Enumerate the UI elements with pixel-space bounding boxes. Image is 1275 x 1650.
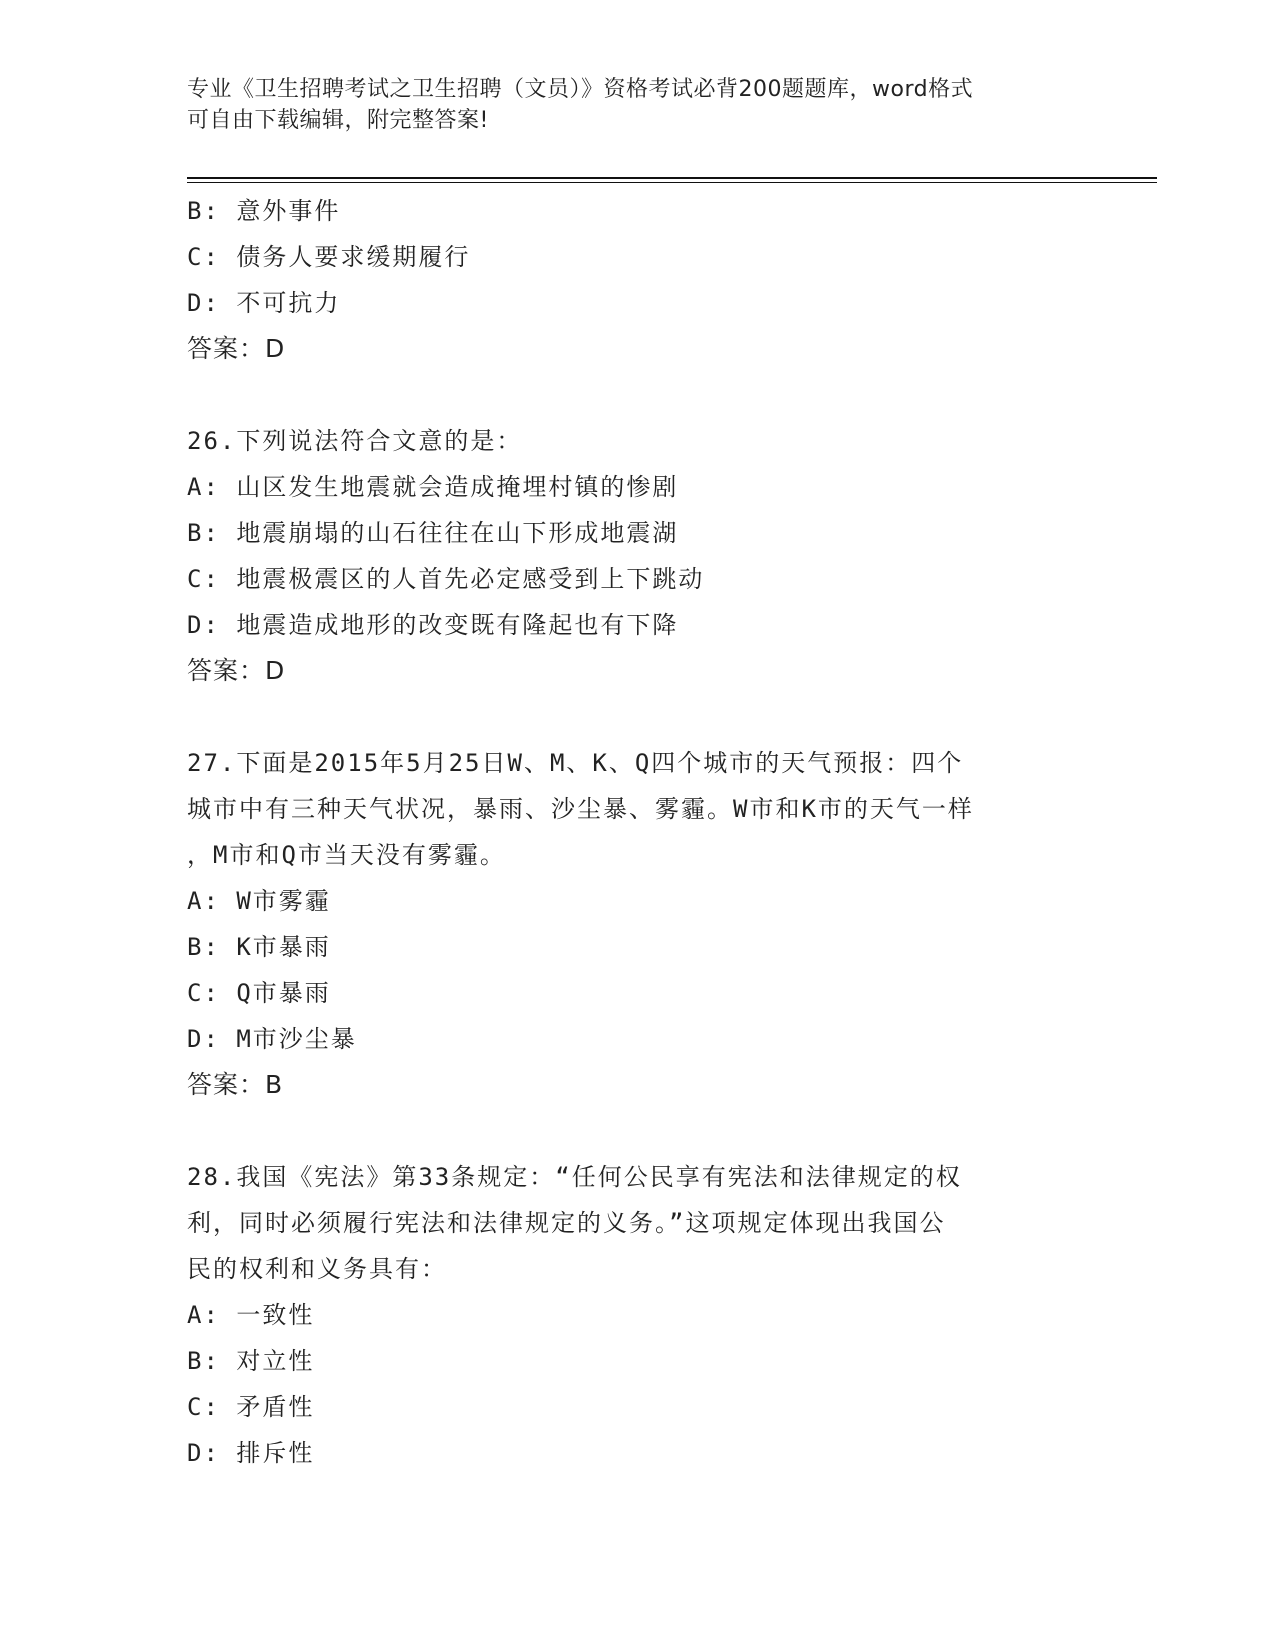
q26-option-c: C: 地震极震区的人首先必定感受到上下跳动: [187, 565, 705, 593]
question-25: [187, 188, 1087, 372]
q28-stem-line-2: 利，同时必须履行宪法和法律规定的义务。”这项规定体现出我国公: [187, 1209, 946, 1237]
q25-option-d: D: 不可抗力: [187, 289, 341, 317]
question-27: [187, 740, 1087, 1108]
q27-stem-line-2: 城市中有三种天气状况，暴雨、沙尘暴、雾霾。W市和K市的天气一样: [187, 795, 974, 823]
q25-answer: 答案：D: [187, 334, 286, 363]
q26-option-a: A: 山区发生地震就会造成掩埋村镇的惨剧: [187, 473, 679, 501]
q28-option-c: C: 矛盾性: [187, 1393, 315, 1421]
q25-option-b: B: 意外事件: [187, 197, 341, 225]
q28-option-d: D: 排斥性: [187, 1439, 315, 1467]
header-divider-thin: [187, 182, 1157, 183]
question-28: [187, 1154, 1087, 1476]
q27-option-a: A: W市雾霾: [187, 887, 331, 915]
question-list: [187, 188, 1087, 1476]
question-26: [187, 418, 1087, 694]
spacer: [187, 372, 1087, 418]
q26-answer: 答案：D: [187, 656, 286, 685]
spacer: [187, 694, 1087, 740]
q27-stem-line-3: ，M市和Q市当天没有雾霾。: [187, 841, 506, 869]
spacer: [187, 1108, 1087, 1154]
header-title-line-1: 专业《卫生招聘考试之卫生招聘（文员）》资格考试必背200题题库，word格式: [187, 77, 974, 102]
q28-option-a: A: 一致性: [187, 1301, 315, 1329]
q26-option-b: B: 地震崩塌的山石往往在山下形成地震湖: [187, 519, 679, 547]
q27-option-c: C: Q市暴雨: [187, 979, 331, 1007]
q28-option-b: B: 对立性: [187, 1347, 315, 1375]
header-title-line-2: 可自由下载编辑，附完整答案!: [187, 108, 489, 133]
q28-stem-line-3: 民的权利和义务具有：: [187, 1255, 447, 1283]
q27-answer: 答案：B: [187, 1070, 284, 1099]
header-divider-thick: [187, 177, 1157, 179]
document-header: [187, 74, 1067, 136]
q26-option-d: D: 地震造成地形的改变既有隆起也有下降: [187, 611, 679, 639]
q26-stem: 26.下列说法符合文意的是：: [187, 427, 523, 455]
q27-stem-line-1: 27.下面是2015年5月25日W、M、K、Q四个城市的天气预报：四个: [187, 749, 964, 777]
q27-option-b: B: K市暴雨: [187, 933, 331, 961]
q28-stem-line-1: 28.我国《宪法》第33条规定：“任何公民享有宪法和法律规定的权: [187, 1163, 962, 1191]
q25-option-c: C: 债务人要求缓期履行: [187, 243, 471, 271]
q27-option-d: D: M市沙尘暴: [187, 1025, 357, 1053]
